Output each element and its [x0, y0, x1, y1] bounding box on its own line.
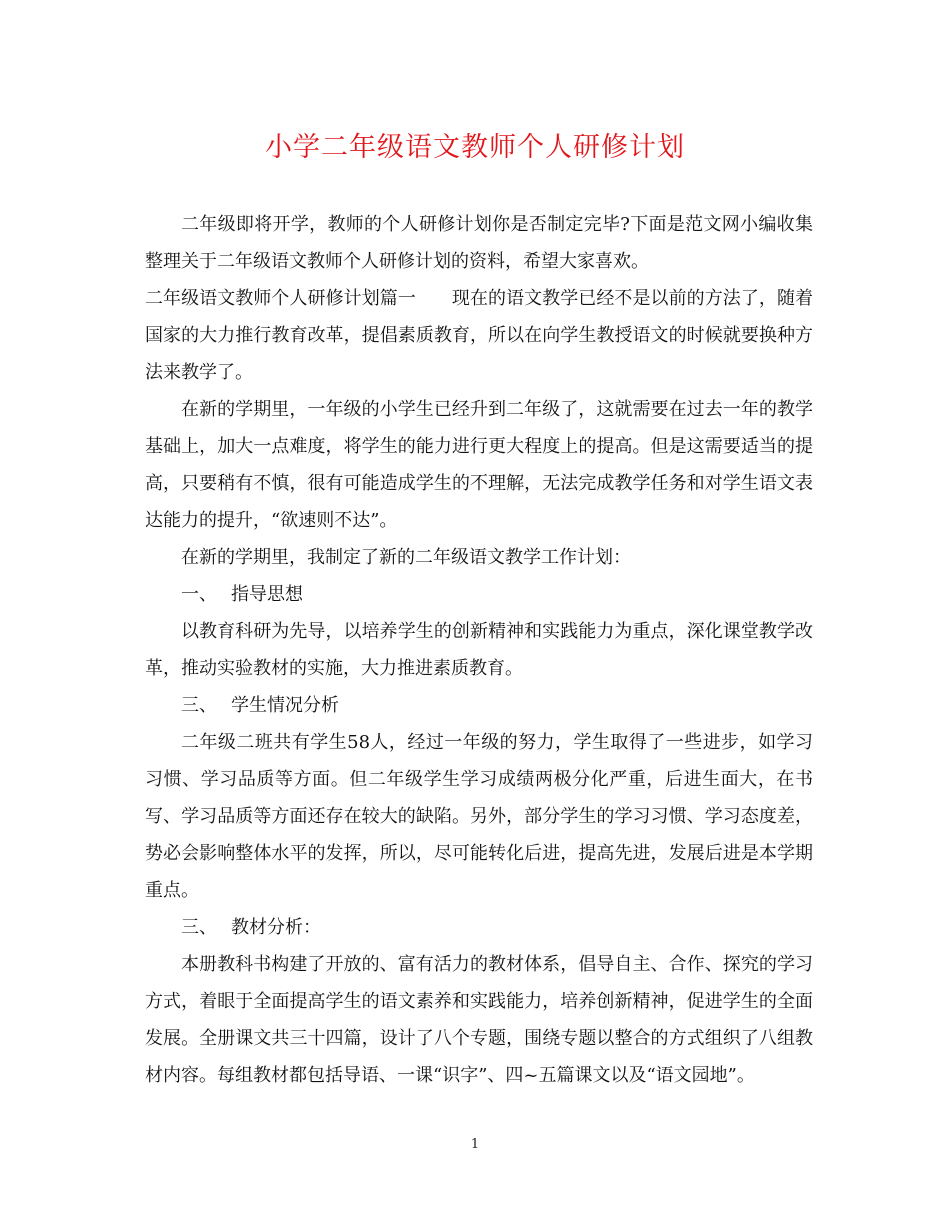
- page-number: 1: [470, 1137, 480, 1152]
- section-number: 三、: [181, 695, 217, 716]
- section-heading-student-analysis: [145, 687, 813, 724]
- plan-paragraph: [145, 280, 813, 391]
- section-content-textbook-analysis: 本册教科书构建了开放的、富有活力的教材体系，倡导自主、合作、探究的学习方式，着眼于全面提高学生的语文素养和实践能力，培养创新精神，促进学生的全面发展。全册课文共三十四篇，设计了八个专题，围绕专题以整合的方式组织了八组教材内容。每组教材都包括导语、一课“识字”、四~五篇课文以及“语文园地”。: [145, 954, 813, 1086]
- section-heading-textbook-analysis: [145, 909, 813, 946]
- document-title: 小学二年级语文教师个人研修计划: [265, 132, 685, 163]
- section-number: 三、: [181, 917, 217, 938]
- plan-text: 现在的语文教学已经不是以前的方法了，随着国家的大力推行教育改革，提倡素质教育，所以在向学生教授语文的时候就要换种方法来教学了。: [145, 288, 814, 383]
- intro-paragraph: 二年级即将开学，教师的个人研修计划你是否制定完毕?下面是范文网小编收集整理关于二年级语文教师个人研修计划的资料，希望大家喜欢。: [145, 214, 813, 272]
- section-heading-text: 教材分析：: [231, 917, 321, 938]
- section-heading-text: 指导思想: [231, 584, 303, 605]
- document-body: [145, 206, 813, 1094]
- section-heading-guiding-ideology: [145, 576, 813, 613]
- paragraph-plan-intro: 在新的学期里，我制定了新的二年级语文教学工作计划：: [181, 547, 631, 568]
- section-number: 一、: [181, 584, 217, 605]
- plan-title: 二年级语文教师个人研修计划篇一: [145, 288, 416, 309]
- section-content-guiding-ideology: 以教育科研为先导，以培养学生的创新精神和实践能力为重点，深化课堂教学改革，推动实验教材的实施，大力推进素质教育。: [145, 621, 813, 679]
- section-heading-text: 学生情况分析: [231, 695, 339, 716]
- paragraph-new-term: 在新的学期里，一年级的小学生已经升到二年级了，这就需要在过去一年的教学基础上，加大一点难度，将学生的能力进行更大程度上的提高。但是这需要适当的提高，只要稍有不慎，很有可能造成学生的不理解，无法完成教学任务和对学生语文表达能力的提升，“欲速则不达”。: [145, 399, 813, 531]
- section-content-student-analysis: 二年级二班共有学生58人，经过一年级的努力，学生取得了一些进步，如学习习惯、学习品质等方面。但二年级学生学习成绩两极分化严重，后进生面大，在书写、学习品质等方面还存在较大的缺陷。另外，部分学生的学习习惯、学习态度差，势必会影响整体水平的发挥，所以，尽可能转化后进，提高先进，发展后进是本学期重点。: [145, 732, 813, 901]
